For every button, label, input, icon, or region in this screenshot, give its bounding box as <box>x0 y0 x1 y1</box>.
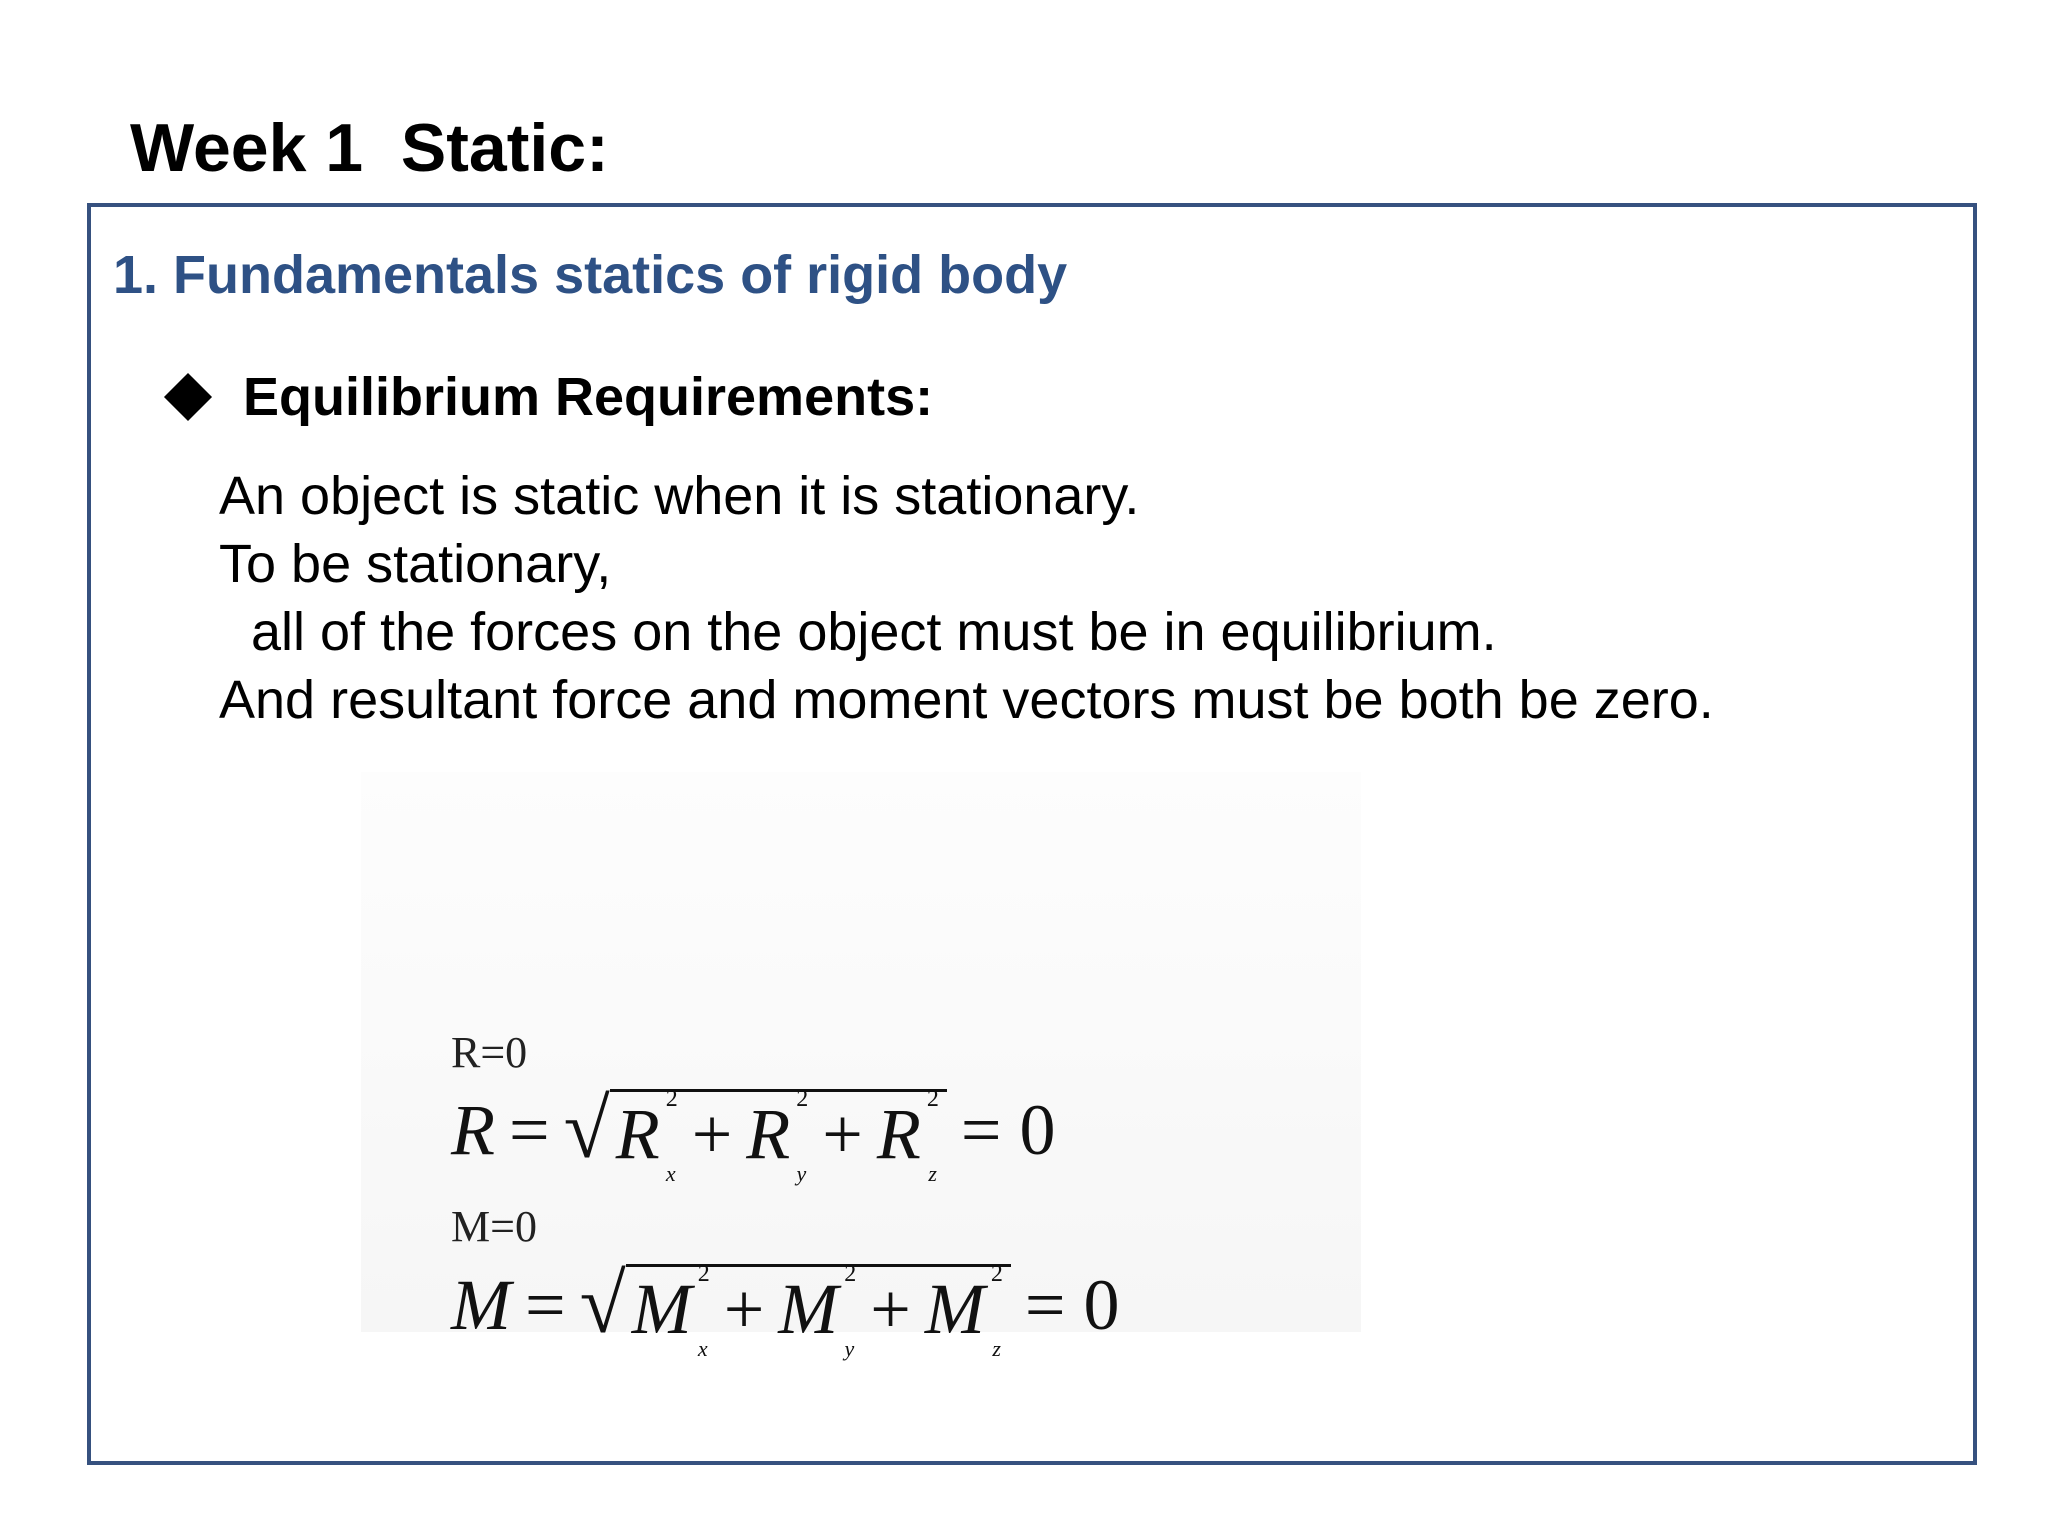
square-root <box>579 1257 1011 1361</box>
body-line: all of the forces on the object must be in equilibrium. <box>251 602 1497 662</box>
term-base: R <box>876 1093 921 1174</box>
term-subscript: x <box>665 1160 676 1186</box>
term-exponent: 2 <box>796 1085 809 1112</box>
term-exponent: 2 <box>990 1260 1003 1287</box>
term-exponent: 2 <box>926 1085 939 1112</box>
section-heading: 1. Fundamentals statics of rigid body <box>113 245 1068 305</box>
plus-sign: + <box>691 1093 733 1174</box>
equation-rhs: = 0 <box>1024 1265 1120 1345</box>
plus-sign: + <box>723 1268 765 1349</box>
force-equation <box>451 1082 1069 1186</box>
term <box>615 1085 678 1186</box>
body-line: And resultant force and moment vectors must be both be zero. <box>219 670 1714 730</box>
formula-image <box>361 772 1361 1361</box>
term <box>876 1085 939 1186</box>
term-subscript: x <box>697 1335 708 1361</box>
body-line: To be stationary, <box>219 534 612 594</box>
term-exponent: 2 <box>665 1085 678 1112</box>
force-condition: R=0 <box>451 1028 528 1077</box>
term-base: M <box>631 1268 692 1349</box>
term-base: R <box>615 1093 660 1174</box>
term <box>631 1260 710 1361</box>
equation-rhs: = 0 <box>960 1090 1056 1170</box>
term-base: M <box>778 1268 839 1349</box>
radicand <box>626 1260 1011 1361</box>
term-base: M <box>924 1268 985 1349</box>
square-root <box>563 1082 947 1186</box>
equals-sign: = <box>524 1265 566 1345</box>
term-base: R <box>746 1093 791 1174</box>
plus-sign: + <box>822 1093 863 1174</box>
moment-equation <box>451 1257 1133 1361</box>
term-exponent: 2 <box>697 1260 710 1287</box>
term-subscript: y <box>844 1335 855 1361</box>
bullet-item <box>163 365 933 429</box>
diamond-icon <box>164 373 212 421</box>
radical-icon: √ <box>579 1257 626 1351</box>
term <box>924 1260 1003 1361</box>
term <box>778 1260 857 1361</box>
bullet-title: Equilibrium Requirements: <box>243 367 934 427</box>
content-box <box>87 203 1977 1465</box>
radical-icon: √ <box>563 1082 610 1176</box>
equation-lhs: R <box>451 1090 495 1170</box>
equals-sign: = <box>508 1090 550 1170</box>
moment-condition: M=0 <box>451 1202 537 1251</box>
term-subscript: z <box>992 1335 1001 1361</box>
plus-sign: + <box>870 1268 911 1349</box>
page-title: Week 1 Static: <box>130 110 609 186</box>
body-line: An object is static when it is stationary. <box>219 466 1140 526</box>
term <box>746 1085 809 1186</box>
equation-lhs: M <box>451 1265 511 1345</box>
radicand <box>610 1085 947 1186</box>
term-exponent: 2 <box>844 1260 857 1287</box>
term-subscript: z <box>928 1160 937 1186</box>
term-subscript: y <box>796 1160 807 1186</box>
